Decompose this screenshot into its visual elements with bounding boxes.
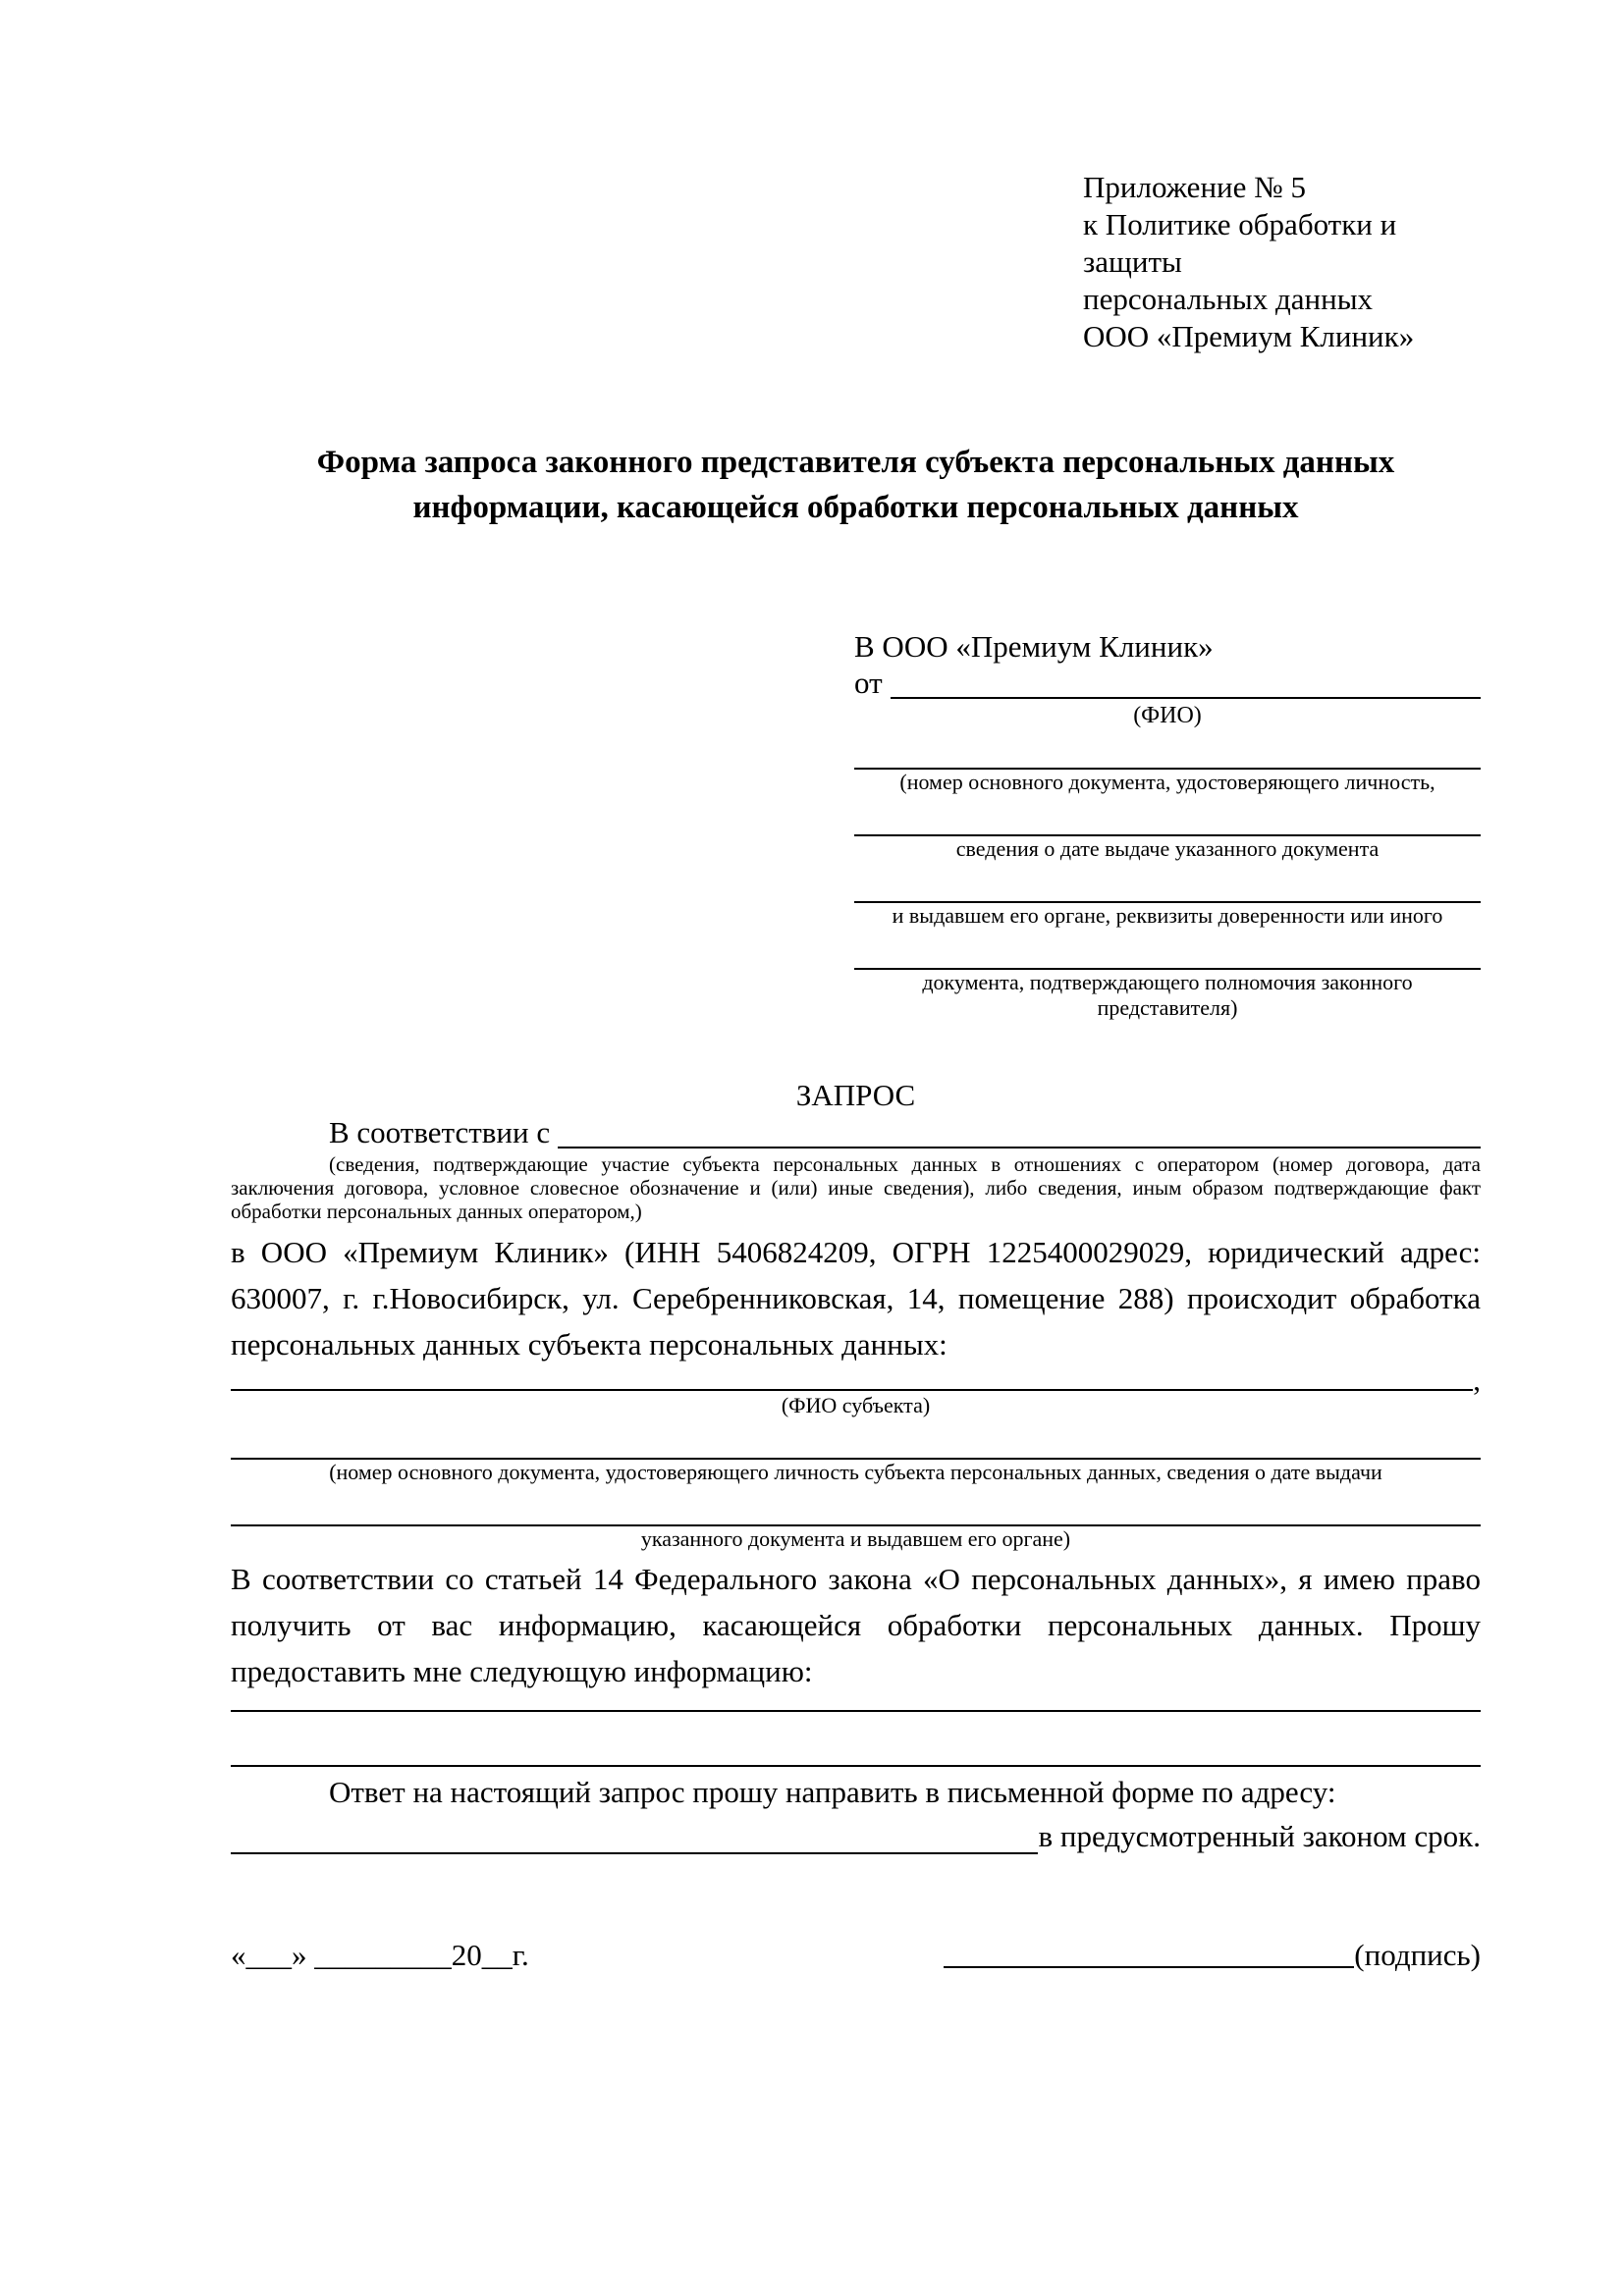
- basis-row: [231, 1115, 1481, 1152]
- document-title: [231, 440, 1481, 530]
- representative-doc-caption-2: сведения о дате выдаче указанного документа: [955, 836, 1380, 861]
- representative-doc-field-line-3: [854, 874, 1481, 903]
- appendix-policy-line2: персональных данных: [1083, 282, 1374, 316]
- representative-doc-caption-1: (номер основного документа, удостоверяющего личность,: [899, 770, 1435, 794]
- fio-caption: (ФИО): [1133, 703, 1202, 728]
- from-label: от: [854, 666, 883, 700]
- subject-fio-field-line: [231, 1367, 1473, 1391]
- appendix-company-name: ООО «Премиум Клиник»: [1083, 319, 1415, 353]
- signature-caption: (подпись): [1354, 1938, 1481, 1972]
- subject-doc-row-1: [231, 1430, 1481, 1485]
- fio-field-line: [891, 666, 1481, 699]
- representative-doc-row-1: [854, 740, 1481, 795]
- law-paragraph: В соответствии со статьей 14 Федерального закона «О персональных данных», я имею право получить от вас информацию, касающейся обработки персональных данных. Прошу предоставить мне следующую информацию:: [231, 1562, 1481, 1688]
- answer-paragraph: Ответ на настоящий запрос прошу направить в письменной форме по адресу:: [329, 1775, 1336, 1809]
- document-title-line2: информации, касающейся обработки персональных данных: [412, 490, 1299, 525]
- representative-doc-field-line-2: [854, 807, 1481, 836]
- representative-doc-field-line-4: [854, 940, 1481, 970]
- appendix-header-block: [1083, 169, 1481, 355]
- answer-address-field-line: [231, 1815, 1038, 1854]
- addressee-block: [854, 628, 1481, 1021]
- from-row: [854, 666, 1481, 703]
- addressee-company: В ООО «Премиум Клиник»: [854, 629, 1214, 664]
- operator-paragraph: в ООО «Премиум Клиник» (ИНН 5406824209, ОГРН 1225400029029, юридический адрес: 630007, г. г.Новосибирск, ул. Серебренниковская, 14, помещение 288) происходит обработка персональных данных субъекта персональных данных:: [231, 1235, 1481, 1362]
- subject-doc-row-2: [231, 1497, 1481, 1552]
- subject-doc-caption-1: (номер основного документа, удостоверяющего личность субъекта персональных данных, сведения о дате выдачи: [329, 1460, 1382, 1484]
- representative-doc-caption-3: и выдавшем его органе, реквизиты доверенности или иного: [892, 903, 1443, 928]
- signature-date-row: [231, 1937, 1481, 1974]
- basis-caption: (сведения, подтверждающие участие субъекта персональных данных в отношениях с оператором (номер договора, дата заключения договора, условное словесное обозначение и (или) иные сведения), либо сведения, иным образом подтверждающие факт обработки персональных данных оператором,): [231, 1152, 1481, 1223]
- subject-fio-caption: (ФИО субъекта): [781, 1393, 931, 1417]
- representative-doc-row-2: [854, 807, 1481, 862]
- representative-doc-caption-4: документа, подтверждающего полномочия законного представителя): [922, 970, 1413, 1020]
- signature-field-line: [944, 1937, 1354, 1968]
- document-title-line1: Форма запроса законного представителя субъекта персональных данных: [316, 445, 1395, 480]
- representative-doc-row-4: [854, 940, 1481, 1021]
- subject-fio-row: [231, 1362, 1481, 1397]
- requested-info-field-line-1: [231, 1694, 1481, 1712]
- basis-label: В соответствии с: [329, 1115, 551, 1149]
- subject-fio-trailing-comma: ,: [1473, 1362, 1481, 1397]
- appendix-policy-line: к Политике обработки и защиты: [1083, 207, 1397, 279]
- subject-doc-field-line-2: [231, 1497, 1481, 1526]
- subject-doc-caption-2: указанного документа и выдавшем его органе): [640, 1526, 1071, 1551]
- date-blank: «___» _________20__г.: [231, 1938, 529, 1972]
- representative-doc-row-3: [854, 874, 1481, 929]
- basis-field-line: [558, 1115, 1481, 1148]
- answer-suffix: в предусмотренный законом срок.: [1038, 1819, 1481, 1853]
- appendix-number: Приложение № 5: [1083, 170, 1306, 204]
- request-heading: ЗАПРОС: [795, 1078, 916, 1112]
- answer-address-row: [231, 1815, 1481, 1858]
- requested-info-field-line-2: [231, 1712, 1481, 1767]
- representative-doc-field-line-1: [854, 740, 1481, 770]
- subject-doc-field-line-1: [231, 1430, 1481, 1460]
